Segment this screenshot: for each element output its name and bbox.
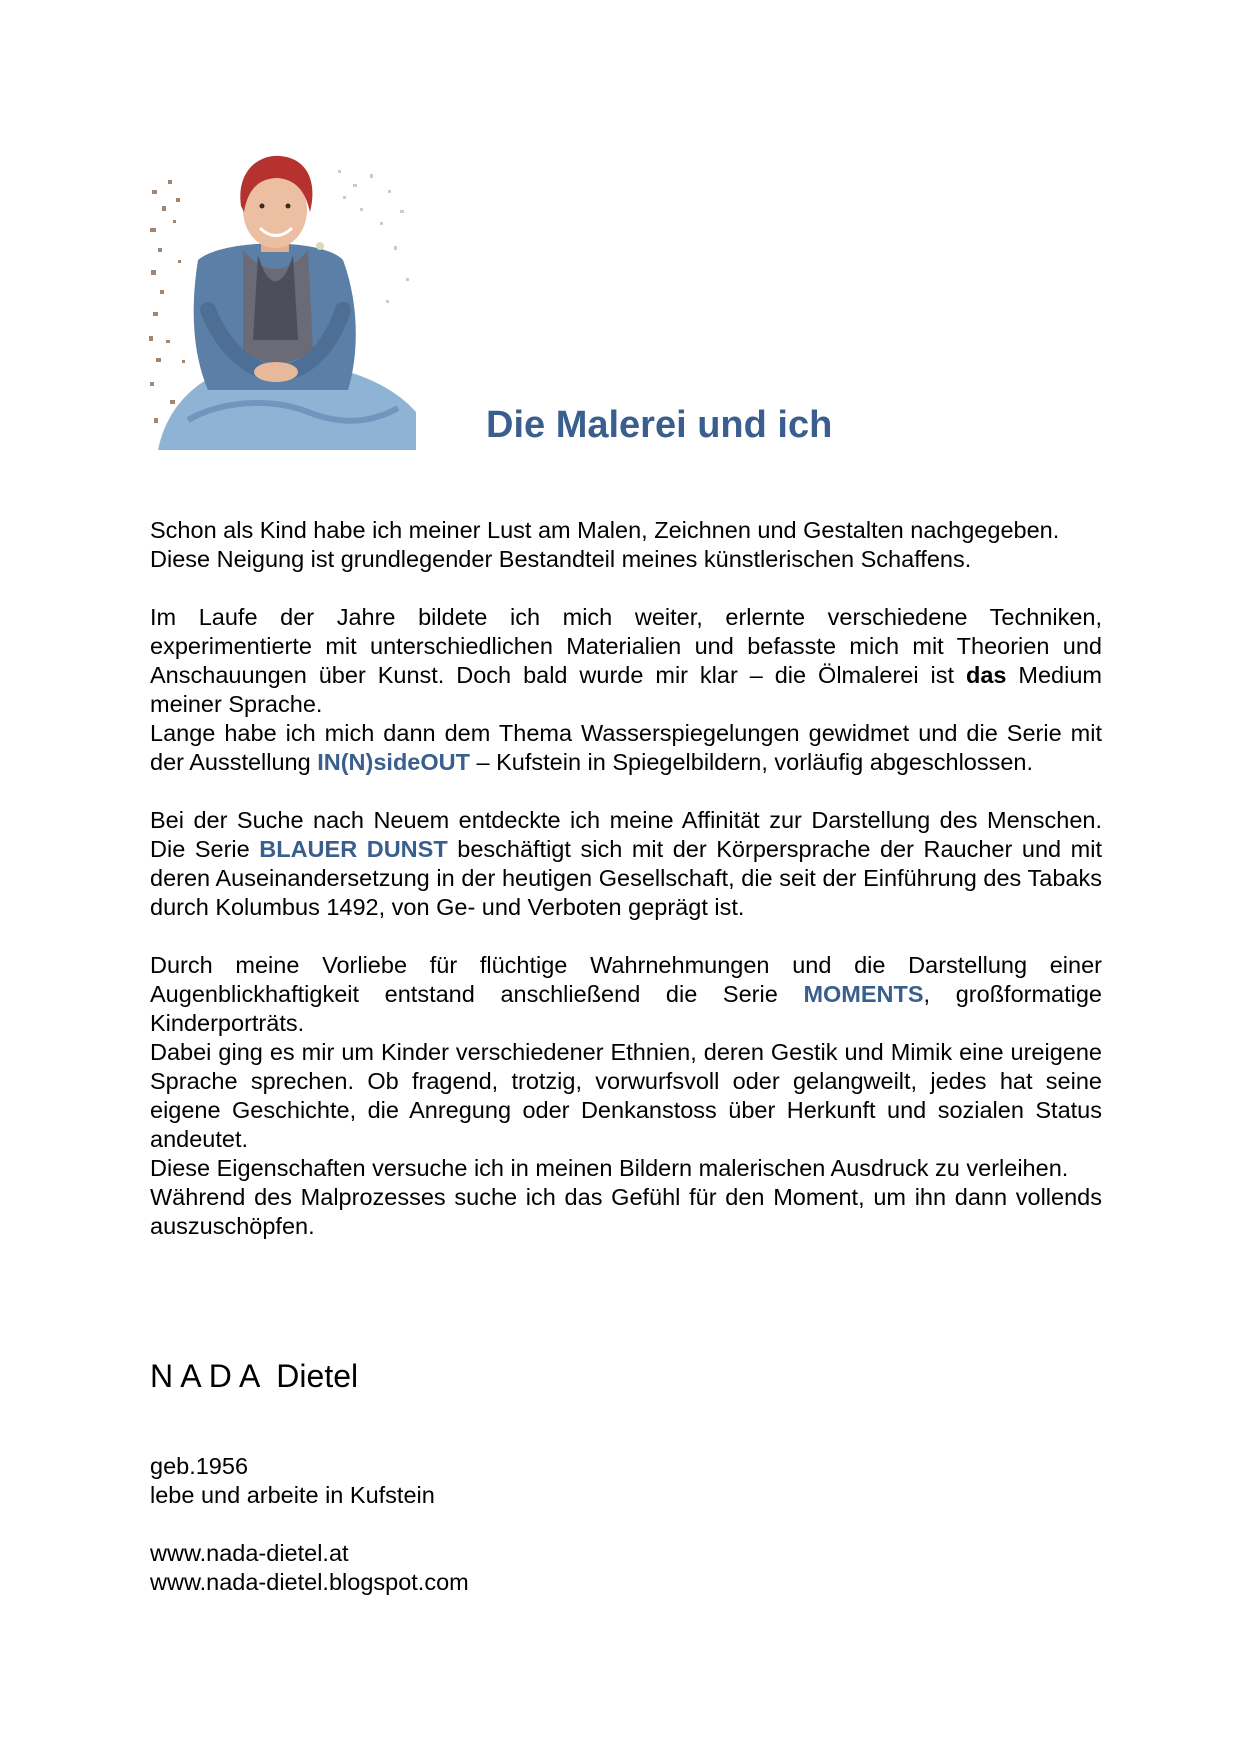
text-span: Lange habe ich mich dann dem Thema Wasserspiegelungen gewidmet und die Serie mit der Ausstellung (150, 720, 1102, 775)
paragraph-2: Diese Neigung ist grundlegender Bestandteil meines künstlerischen Schaffens. (150, 546, 972, 572)
blog-link[interactable]: www.nada-dietel.blogspot.com (150, 1569, 469, 1595)
paragraph-6 (150, 951, 1102, 1038)
paragraph-4 (150, 719, 1102, 777)
text-span: beschäftigt sich mit der Körpersprache der Raucher und mit deren Auseinandersetzung in der heutigen Gesellschaft, die seit der Einführung des Tabaks durch Kolumbus 1492, von Ge- und Verboten geprägt ist. (150, 836, 1102, 920)
series-moments: MOMENTS (803, 981, 924, 1007)
text-span: Medium meiner Sprache. (150, 662, 1102, 717)
text-span: , großformatige Kinderporträts. (150, 981, 1103, 1036)
paragraph-gap (150, 922, 1102, 951)
page-title: Die Malerei und ich (486, 404, 833, 446)
text-span: Im Laufe der Jahre bildete ich mich weiter, erlernte verschiedene Techniken, experimentierte mit unterschiedlichen Materialien und befasste mich mit Theorien und Anschauungen über Kunst. Doch bald wurde mir klar – die Ölmalerei ist (150, 604, 1102, 688)
text-span: Bei der Suche nach Neuem entdeckte ich meine Affinität zur Darstellung des Menschen. Die Serie (150, 807, 1102, 862)
birth-year: geb.1956 (150, 1453, 249, 1479)
paragraph-8: Diese Eigenschaften versuche ich in meinen Bildern malerischen Ausdruck zu verleihen. (150, 1155, 1069, 1181)
series-insideout: IN(N)sideOUT (317, 749, 470, 775)
paragraph-gap (150, 574, 1102, 603)
text-span: – Kufstein in Spiegelbildern, vorläufig abgeschlossen. (469, 749, 1034, 775)
emphasis-das: das (965, 662, 1007, 688)
residence: lebe und arbeite in Kufstein (150, 1482, 435, 1508)
paragraph-7: Dabei ging es mir um Kinder verschiedener Ethnien, deren Gestik und Mimik eine ureigene Sprache sprechen. Ob fragend, trotzig, vorwurfsvoll oder gelangweilt, jedes hat seine eigene Geschichte, die Anregung oder Denkanstoss über Herkunft und sozialen Status andeutet. (150, 1039, 1102, 1152)
paragraph-3 (150, 603, 1102, 719)
artist-info (150, 1452, 469, 1597)
artist-portrait-photo (148, 150, 418, 450)
paragraph-9: Während des Malprozesses suche ich das Gefühl für den Moment, um ihn dann vollends auszuschöpfen. (150, 1184, 1102, 1239)
paragraph-1: Schon als Kind habe ich meiner Lust am Malen, Zeichnen und Gestalten nachgegeben. (150, 517, 1060, 543)
series-blauer-dunst: BLAUER DUNST (259, 836, 448, 862)
artist-signature: N A D A Dietel (150, 1358, 359, 1394)
body-text (150, 516, 1102, 1241)
info-gap (150, 1510, 469, 1539)
text-span: Durch meine Vorliebe für flüchtige Wahrnehmungen und die Darstellung einer Augenblickhaftigkeit entstand anschließend die Serie (150, 952, 1102, 1007)
paragraph-gap (150, 777, 1102, 806)
paragraph-5 (150, 806, 1102, 922)
website-link[interactable]: www.nada-dietel.at (150, 1540, 349, 1566)
